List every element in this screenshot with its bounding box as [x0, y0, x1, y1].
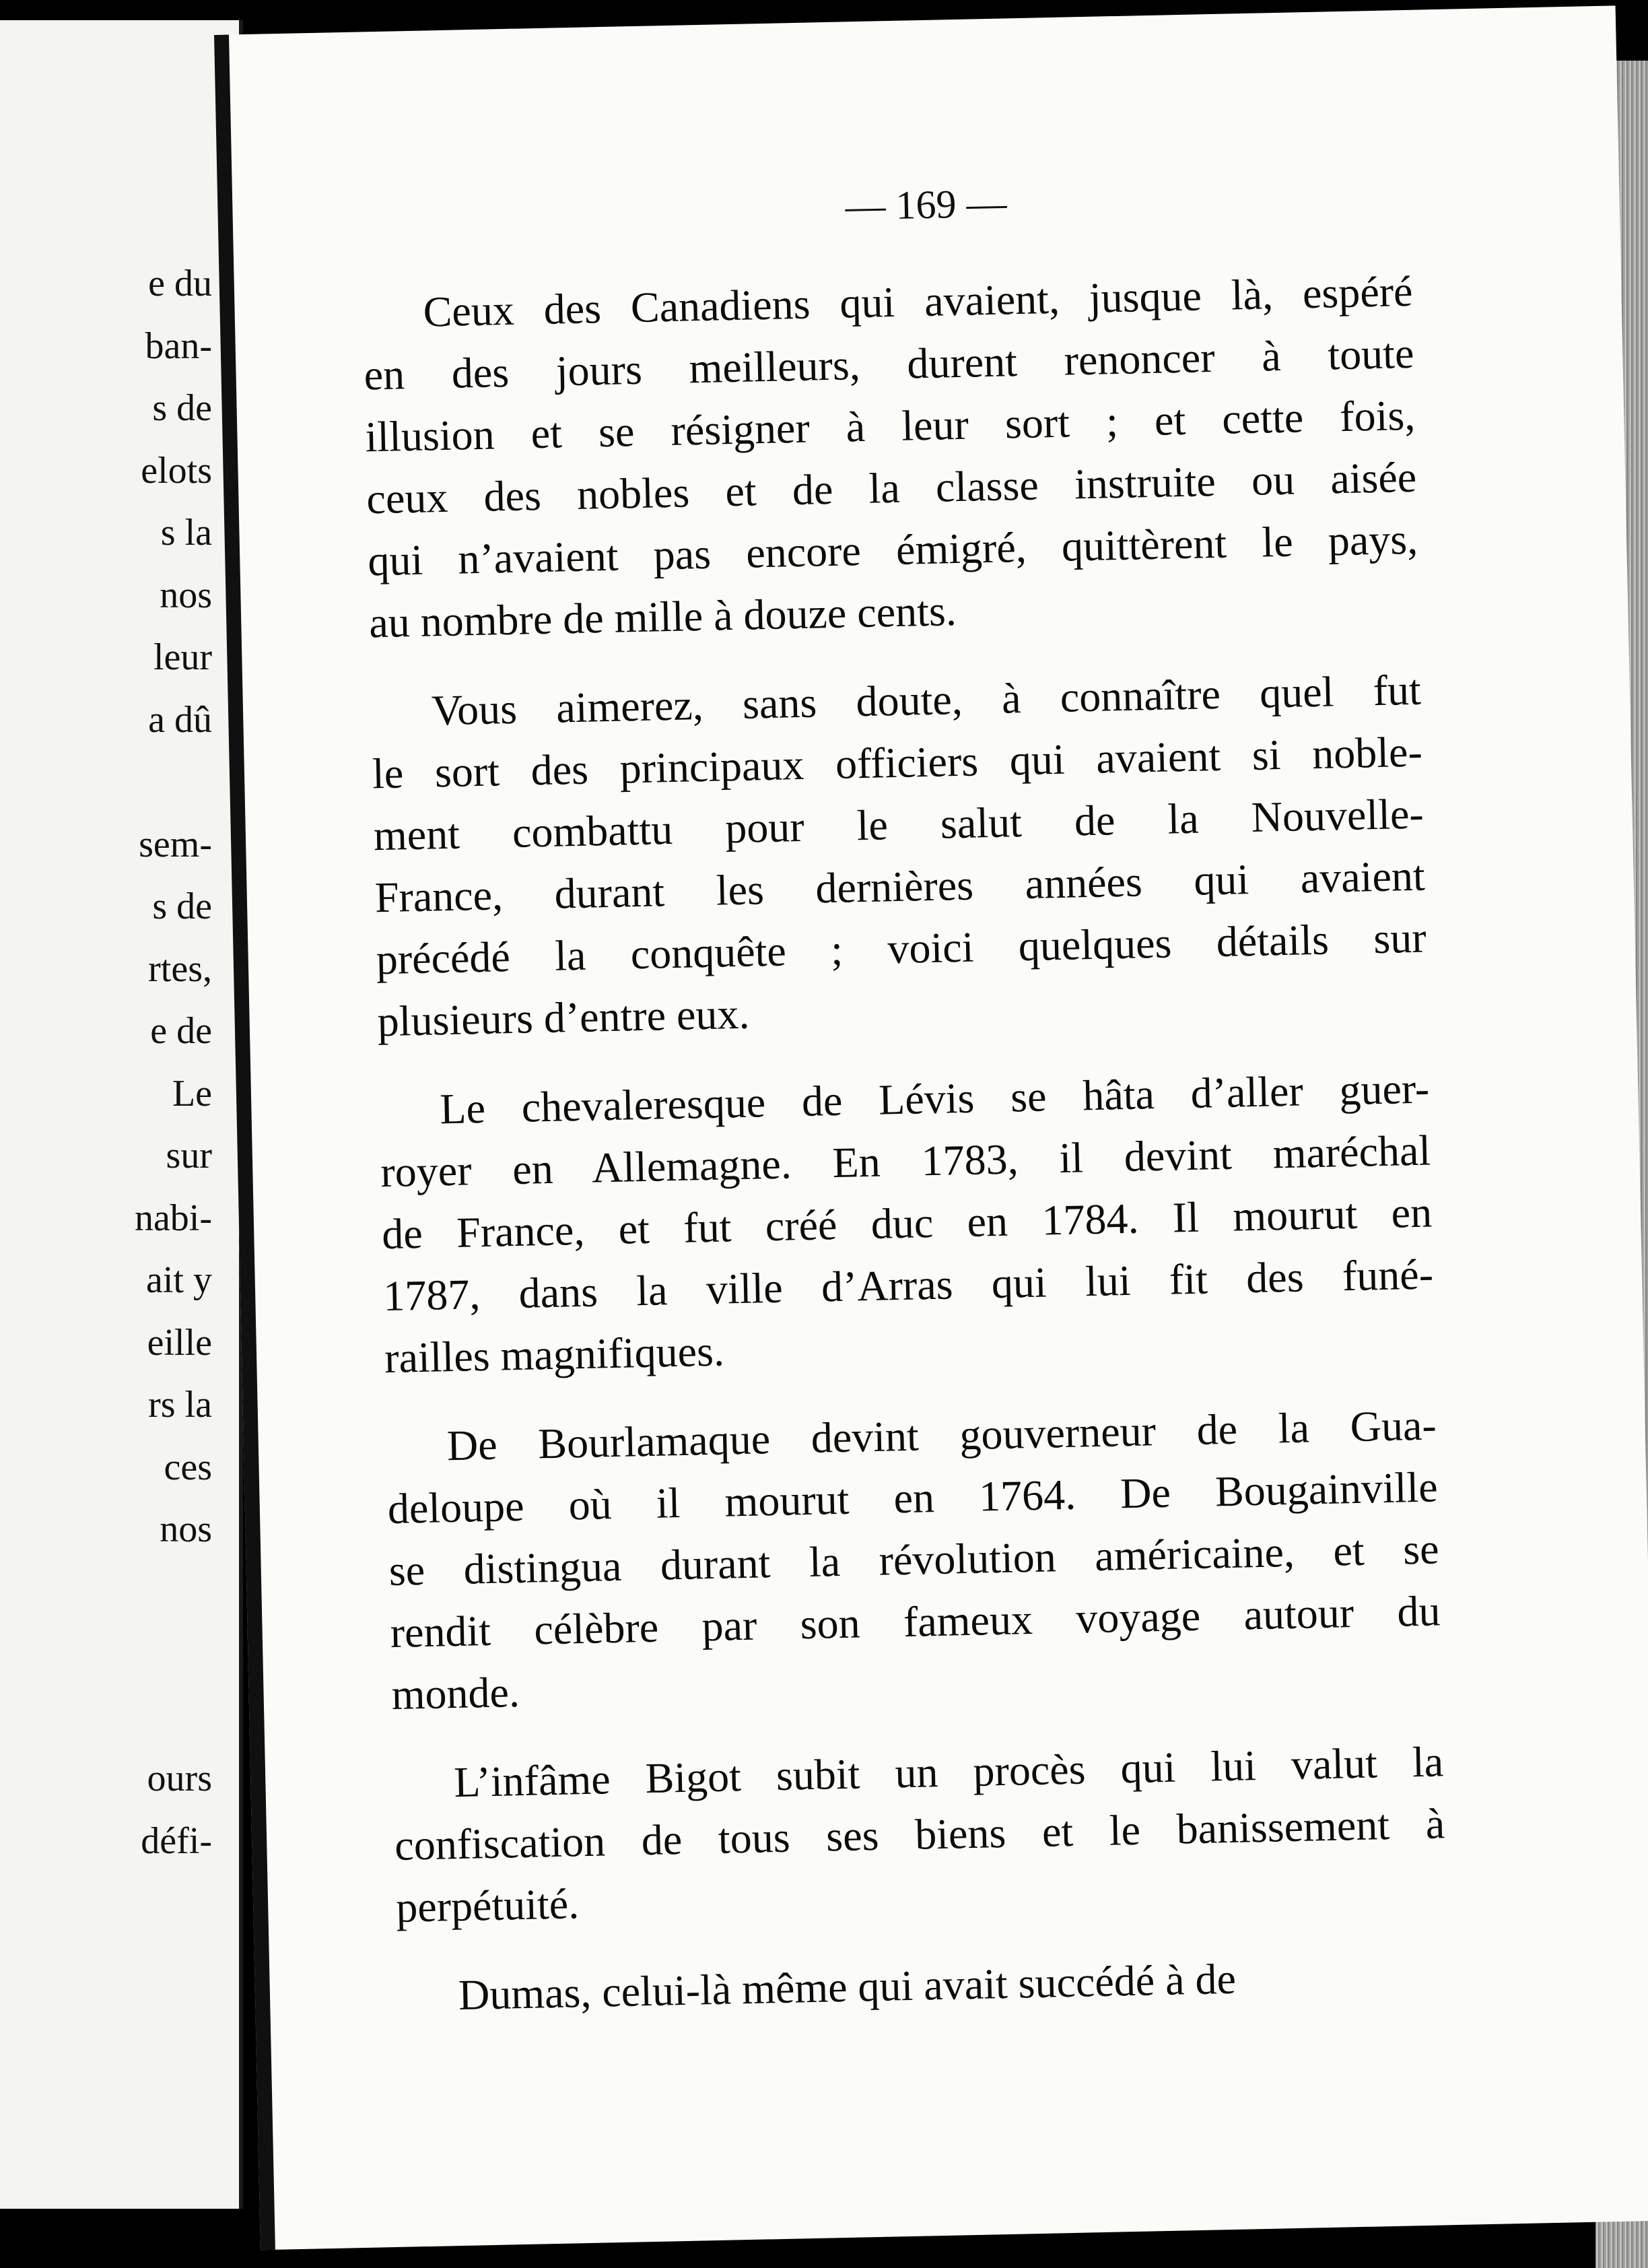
text-line: Le chevaleresque de Lévis se hâta d’aller guer- — [439, 1064, 1430, 1133]
text-line: royer en Allemagne. En 1783, il devint maréchal — [380, 1126, 1431, 1197]
paragraph — [392, 1731, 1446, 1939]
text-line: France, durant les dernières années qui avaient — [374, 851, 1426, 922]
right-page — [214, 5, 1648, 2250]
text-line: L’infâme Bigot subit un procès qui lui valut la — [453, 1737, 1444, 1807]
left-page-line: s de — [152, 387, 212, 429]
left-page-line: rs la — [148, 1384, 212, 1426]
left-page-line: eille — [147, 1321, 212, 1364]
paragraph — [379, 1058, 1435, 1390]
left-page-line: leur — [153, 636, 212, 678]
left-page-line: nabi- — [134, 1197, 212, 1239]
text-line: qui n’avaient pas encore émigré, quittèrent le pays, — [367, 514, 1418, 585]
paragraph — [397, 1943, 1449, 2028]
text-line: ment combattu pour le salut de la Nouvelle- — [373, 789, 1424, 860]
text-line: ceux des nobles et de la classe instruite ou aisée — [366, 453, 1417, 523]
text-line: précédé la conquête ; voici quelques détails sur — [376, 913, 1427, 984]
paragraph — [370, 659, 1428, 1053]
left-page-line: défi- — [141, 1820, 212, 1862]
text-column — [362, 261, 1449, 2028]
text-line: de France, et fut créé duc en 1784. Il mourut en — [381, 1188, 1433, 1259]
paragraph — [386, 1394, 1442, 1726]
left-page-line: sur — [166, 1135, 212, 1176]
left-page-line: rtes, — [148, 947, 212, 990]
text-line: De Bourlamaque devint gouverneur de la Gua- — [446, 1401, 1437, 1470]
left-page-line — [135, 1561, 212, 1624]
left-page-line: e de — [150, 1010, 212, 1052]
left-page-line: sem- — [139, 823, 212, 865]
left-page-line: a dû — [148, 698, 212, 741]
left-page-line: ces — [164, 1446, 212, 1488]
text-line: au nombre de mille à douze cents. — [368, 587, 957, 647]
left-page-line — [135, 1686, 212, 1748]
paragraph — [362, 261, 1420, 655]
text-line: plusieurs d’entre eux. — [376, 989, 751, 1046]
left-page-line: ait y — [146, 1259, 212, 1301]
text-line: se distingua durant la révolution américaine, et se — [388, 1525, 1440, 1595]
text-line: perpétuité. — [395, 1879, 580, 1931]
left-page-line: ours — [147, 1758, 212, 1799]
text-line: 1787, dans la ville d’Arras qui lui fit des funé- — [382, 1250, 1434, 1321]
left-page-line: nos — [160, 1508, 212, 1550]
text-line: Ceux des Canadiens qui avaient, jusque là, espéré — [422, 267, 1414, 336]
left-page — [0, 20, 243, 2209]
text-line: confiscation de tous ses biens et le banissement à — [394, 1799, 1445, 1869]
text-line: le sort des principaux officiers qui avaient si noble- — [372, 727, 1423, 798]
text-line: illusion et se résigner à leur sort ; et cette fois, — [364, 391, 1416, 461]
text-line: deloupe où il mourut en 1764. De Bougainville — [387, 1463, 1439, 1533]
left-page-line: ban- — [145, 325, 212, 367]
left-page-line: Le — [172, 1072, 212, 1114]
left-page-line: nos — [160, 574, 212, 616]
left-page-line — [135, 751, 212, 813]
left-page-line: s la — [160, 512, 212, 554]
text-line: railles magnifiques. — [384, 1327, 725, 1382]
left-page-line: s de — [152, 886, 212, 927]
left-page-text — [135, 253, 212, 1872]
left-page-line — [135, 1623, 212, 1686]
text-line: Vous aimerez, sans doute, à connaître quel fut — [431, 665, 1422, 735]
page-number: — 169 — — [844, 180, 1008, 229]
text-line: rendit célèbre par son fameux voyage autour du — [390, 1587, 1441, 1657]
text-line: en des jours meilleurs, durent renoncer à toute — [363, 329, 1415, 399]
left-page-line: elots — [141, 449, 212, 492]
text-line: Dumas, celui-là même qui avait succédé à de — [458, 1954, 1237, 2020]
text-line: monde. — [390, 1668, 520, 1719]
left-page-line: e du — [148, 263, 212, 304]
